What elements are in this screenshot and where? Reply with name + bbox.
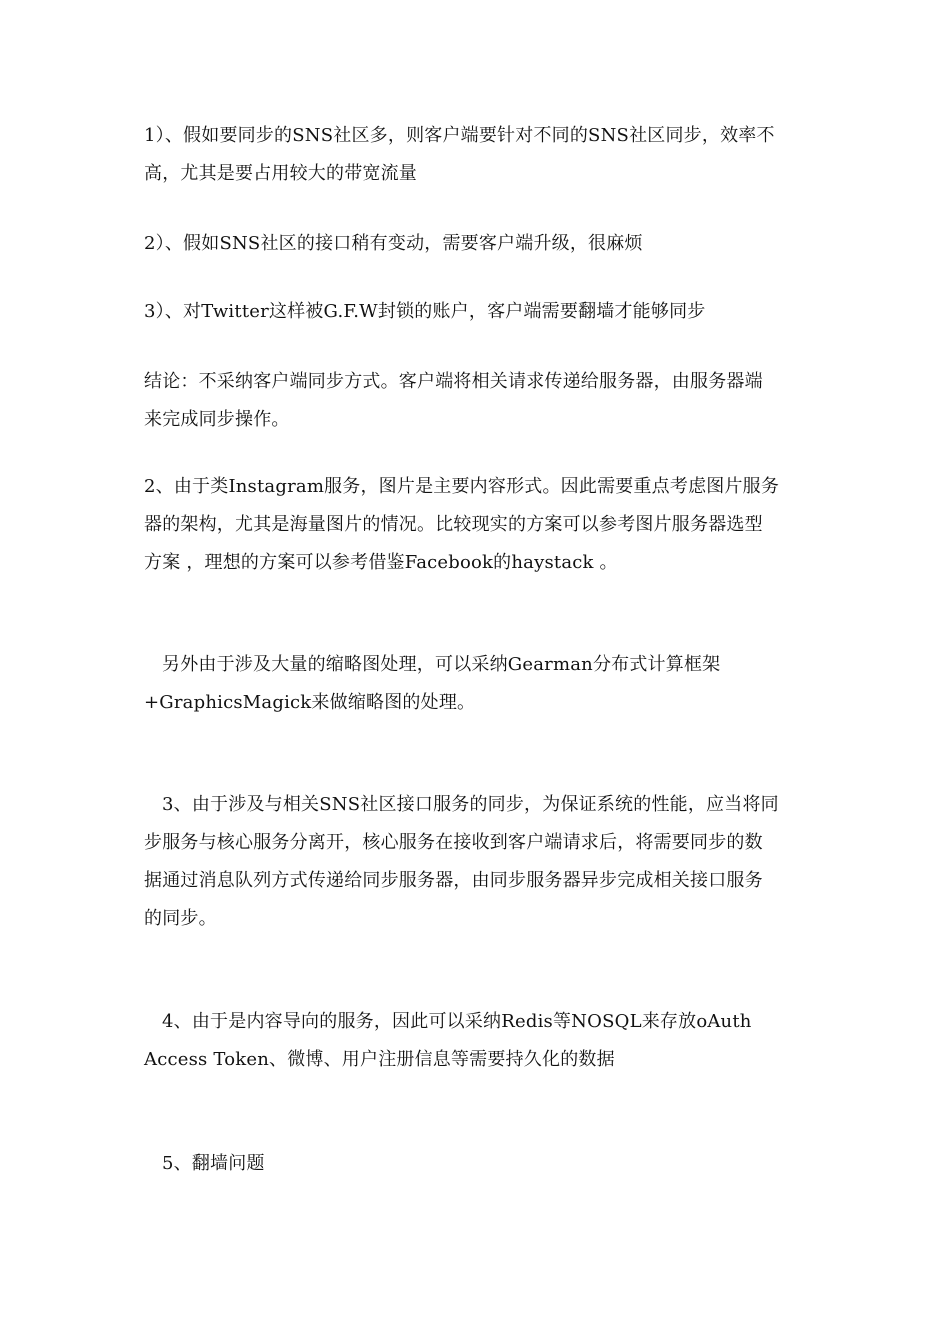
text-line: 3）、对Twitter这样被G.F.W封锁的账户，客户端需要翻墙才能够同步 — [144, 301, 706, 322]
paragraph-thumbnail-processing — [144, 646, 809, 722]
text-line: 另外由于涉及大量的缩略图处理，可以采纳Gearman分布式计算框架 — [162, 654, 721, 675]
text-line: 2、由于类Instagram服务，图片是主要内容形式。因此需要重点考虑图片服务 — [144, 476, 780, 497]
text-line: 3、由于涉及与相关SNS社区接口服务的同步，为保证系统的性能，应当将同 — [162, 794, 779, 815]
paragraph-conclusion — [144, 363, 809, 439]
text-line: 步服务与核心服务分离开，核心服务在接收到客户端请求后，将需要同步的数 — [144, 832, 763, 853]
text-line: Access Token、微博、用户注册信息等需要持久化的数据 — [144, 1049, 615, 1070]
text-line: 结论：不采纳客户端同步方式。客户端将相关请求传递给服务器，由服务器端 — [144, 371, 763, 392]
text-line: 2）、假如SNS社区的接口稍有变动，需要客户端升级，很麻烦 — [144, 233, 643, 254]
paragraph-client-sync-drawback-2 — [144, 225, 809, 263]
text-line: 据通过消息队列方式传递给同步服务器，由同步服务器异步完成相关接口服务 — [144, 870, 763, 891]
text-line: 来完成同步操作。 — [144, 409, 290, 430]
paragraph-storage — [144, 1003, 809, 1079]
text-line: 方案 ，理想的方案可以参考借鉴Facebook的haystack 。 — [144, 552, 618, 573]
text-line: 1）、假如要同步的SNS社区多，则客户端要针对不同的SNS社区同步，效率不 — [144, 125, 775, 146]
text-line: +GraphicsMagick来做缩略图的处理。 — [144, 692, 476, 713]
paragraph-sync-service — [144, 786, 809, 938]
text-line: 的同步。 — [144, 908, 217, 929]
text-line: 高，尤其是要占用较大的带宽流量 — [144, 163, 417, 184]
paragraph-client-sync-drawback-3 — [144, 293, 809, 331]
text-line: 器的架构，尤其是海量图片的情况。比较现实的方案可以参考图片服务器选型 — [144, 514, 763, 535]
paragraph-client-sync-drawback-1 — [144, 117, 809, 193]
paragraph-image-service — [144, 468, 809, 582]
text-line: 5、翻墙问题 — [162, 1153, 265, 1174]
paragraph-firewall-issue — [144, 1145, 809, 1183]
text-line: 4、由于是内容导向的服务，因此可以采纳Redis等NOSQL来存放oAuth — [162, 1011, 752, 1032]
